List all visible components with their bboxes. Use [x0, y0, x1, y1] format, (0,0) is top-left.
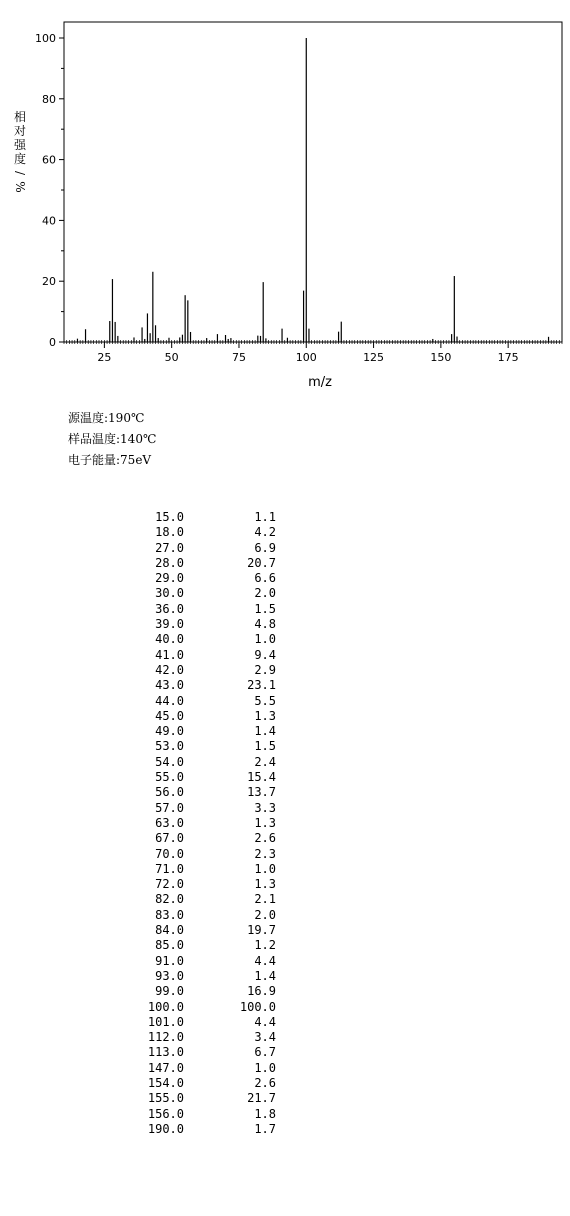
peak-row — [120, 816, 276, 831]
peak-intensity: 4.4 — [254, 953, 276, 968]
peak-row — [120, 1107, 276, 1122]
peak-row — [120, 586, 276, 601]
peak-intensity: 2.4 — [254, 754, 276, 769]
peak-row — [120, 801, 276, 816]
peak-intensity: 2.3 — [254, 846, 276, 861]
peak-row — [120, 617, 276, 632]
y-tick-label: 40 — [42, 214, 56, 228]
peak-mz: 84.0 — [155, 923, 184, 938]
peak-row — [120, 1122, 276, 1137]
peak-intensity: 1.1 — [254, 510, 276, 524]
y-axis — [35, 32, 64, 349]
y-axis-label — [13, 109, 27, 193]
peak-intensity: 3.4 — [254, 1030, 276, 1045]
peak-mz: 100.0 — [147, 999, 184, 1014]
peak-row — [120, 1061, 276, 1076]
acquisition-conditions — [68, 408, 156, 471]
peak-mz: 70.0 — [155, 846, 184, 861]
peak-mz: 44.0 — [155, 693, 184, 708]
peak-mz: 40.0 — [155, 632, 184, 647]
peak-row — [120, 694, 276, 709]
peak-bars — [77, 38, 548, 342]
x-tick-label: 50 — [164, 351, 179, 364]
x-tick-label: 25 — [97, 351, 112, 364]
peak-intensity: 1.5 — [254, 601, 276, 616]
peak-mz: 72.0 — [155, 877, 184, 892]
peak-intensity: 2.0 — [254, 586, 276, 601]
peak-row — [120, 954, 276, 969]
peak-intensity: 1.5 — [254, 739, 276, 754]
peak-mz: 30.0 — [155, 586, 184, 601]
peak-mz: 82.0 — [155, 892, 184, 907]
peak-intensity: 4.2 — [254, 525, 276, 540]
peak-row — [120, 755, 276, 770]
y-axis-label-char: 对 — [13, 124, 27, 138]
peak-row — [120, 739, 276, 754]
x-tick-label: 100 — [295, 351, 317, 364]
x-axis-label: m/z — [308, 375, 332, 390]
peak-intensity: 1.3 — [254, 815, 276, 830]
peak-mz: 91.0 — [155, 953, 184, 968]
peak-row — [120, 525, 276, 540]
peak-mz: 29.0 — [155, 571, 184, 586]
peak-mz: 36.0 — [155, 601, 184, 616]
x-tick-label: 175 — [497, 351, 519, 364]
peak-intensity: 19.7 — [247, 923, 276, 938]
peak-row — [120, 1045, 276, 1060]
peak-row — [120, 770, 276, 785]
x-tick-label: 150 — [430, 351, 452, 364]
peak-mz: 67.0 — [155, 831, 184, 846]
peak-mz: 83.0 — [155, 907, 184, 922]
y-axis-label-char: 相 — [13, 110, 27, 124]
peak-intensity: 1.7 — [254, 1121, 276, 1136]
peak-intensity: 5.5 — [254, 693, 276, 708]
peak-intensity: 16.9 — [247, 984, 276, 999]
peak-mz: 155.0 — [147, 1091, 184, 1106]
y-tick-label: 60 — [42, 153, 56, 167]
peak-intensity: 1.4 — [254, 724, 276, 739]
peak-row — [120, 571, 276, 586]
peak-intensity: 4.8 — [254, 617, 276, 632]
peak-mz: 93.0 — [155, 968, 184, 983]
peak-intensity: 1.3 — [254, 877, 276, 892]
plot-frame — [64, 22, 562, 342]
peak-mz: 56.0 — [155, 785, 184, 800]
peak-mz: 63.0 — [155, 815, 184, 830]
peak-row — [120, 923, 276, 938]
peak-row — [120, 1030, 276, 1045]
peak-mz: 45.0 — [155, 708, 184, 723]
peak-row — [120, 785, 276, 800]
y-axis-label-char: / — [13, 170, 27, 176]
peak-row — [120, 648, 276, 663]
peak-mz: 27.0 — [155, 540, 184, 555]
source-temperature: 源温度:190℃ — [68, 411, 145, 425]
peak-intensity: 4.4 — [254, 1014, 276, 1029]
y-axis-label-char: % — [13, 181, 27, 193]
y-tick-label: 20 — [42, 275, 56, 289]
peak-intensity: 1.8 — [254, 1106, 276, 1121]
peak-intensity: 9.4 — [254, 647, 276, 662]
peak-row — [120, 1015, 276, 1030]
peak-mz: 49.0 — [155, 724, 184, 739]
y-tick-label: 0 — [49, 336, 56, 349]
peak-row — [120, 663, 276, 678]
peak-mz: 39.0 — [155, 617, 184, 632]
y-tick-label: 100 — [35, 32, 56, 45]
peak-row — [120, 938, 276, 953]
peak-mz: 156.0 — [147, 1106, 184, 1121]
peak-mz: 42.0 — [155, 662, 184, 677]
electron-energy: 电子能量:75eV — [68, 453, 152, 467]
peak-row — [120, 556, 276, 571]
peak-mz: 147.0 — [147, 1060, 184, 1075]
peak-row — [120, 877, 276, 892]
peak-intensity: 1.3 — [254, 708, 276, 723]
peak-intensity: 6.7 — [254, 1045, 276, 1060]
peak-row — [120, 1091, 276, 1106]
peak-mz: 28.0 — [155, 555, 184, 570]
peak-intensity: 13.7 — [247, 785, 276, 800]
peak-mz: 99.0 — [155, 984, 184, 999]
peak-mz: 15.0 — [155, 510, 184, 524]
peak-row — [120, 724, 276, 739]
peak-row — [120, 678, 276, 693]
peak-row — [120, 908, 276, 923]
peak-intensity: 3.3 — [254, 800, 276, 815]
peak-row — [120, 969, 276, 984]
peak-intensity: 20.7 — [247, 555, 276, 570]
x-axis — [97, 342, 518, 364]
peak-mz: 112.0 — [147, 1030, 184, 1045]
peak-mz: 53.0 — [155, 739, 184, 754]
peak-mz: 190.0 — [147, 1121, 184, 1136]
peak-intensity: 2.1 — [254, 892, 276, 907]
peak-intensity: 1.2 — [254, 938, 276, 953]
peak-intensity: 15.4 — [247, 770, 276, 785]
mass-spectrum-chart — [0, 0, 570, 400]
peak-mz: 43.0 — [155, 678, 184, 693]
peak-mz: 101.0 — [147, 1014, 184, 1029]
peak-mz: 154.0 — [147, 1075, 184, 1090]
peak-mz: 113.0 — [147, 1045, 184, 1060]
peak-row — [120, 984, 276, 999]
peak-row — [120, 847, 276, 862]
peak-intensity: 1.0 — [254, 632, 276, 647]
peak-row — [120, 602, 276, 617]
peak-mz: 54.0 — [155, 754, 184, 769]
y-axis-label-char: 强 — [13, 138, 27, 152]
peak-row — [120, 709, 276, 724]
peak-intensity: 100.0 — [239, 999, 276, 1014]
x-tick-label: 75 — [231, 351, 246, 364]
peak-intensity: 23.1 — [247, 678, 276, 693]
peak-intensity: 2.9 — [254, 662, 276, 677]
peak-mz: 57.0 — [155, 800, 184, 815]
y-axis-label-char: 度 — [13, 152, 27, 166]
peak-row — [120, 862, 276, 877]
peak-mz: 18.0 — [155, 525, 184, 540]
x-tick-label: 125 — [363, 351, 385, 364]
peak-row — [120, 1076, 276, 1091]
peak-intensity: 1.0 — [254, 1060, 276, 1075]
peak-table — [120, 510, 276, 1137]
peak-mz: 55.0 — [155, 770, 184, 785]
plot-border — [64, 22, 562, 342]
peak-mz: 71.0 — [155, 861, 184, 876]
peak-intensity: 2.0 — [254, 907, 276, 922]
peak-mz: 41.0 — [155, 647, 184, 662]
peak-row — [120, 541, 276, 556]
peak-mz: 85.0 — [155, 938, 184, 953]
peak-row — [120, 831, 276, 846]
peak-intensity: 1.0 — [254, 861, 276, 876]
y-tick-label: 80 — [42, 92, 56, 106]
peak-intensity: 2.6 — [254, 831, 276, 846]
peak-intensity: 1.4 — [254, 968, 276, 983]
peak-intensity: 6.9 — [254, 540, 276, 555]
peak-row — [120, 510, 276, 525]
peak-row — [120, 632, 276, 647]
sample-temperature: 样品温度:140℃ — [68, 432, 157, 446]
peak-intensity: 2.6 — [254, 1075, 276, 1090]
peak-row — [120, 1000, 276, 1015]
peak-intensity: 21.7 — [247, 1091, 276, 1106]
peak-intensity: 6.6 — [254, 571, 276, 586]
peak-row — [120, 892, 276, 907]
